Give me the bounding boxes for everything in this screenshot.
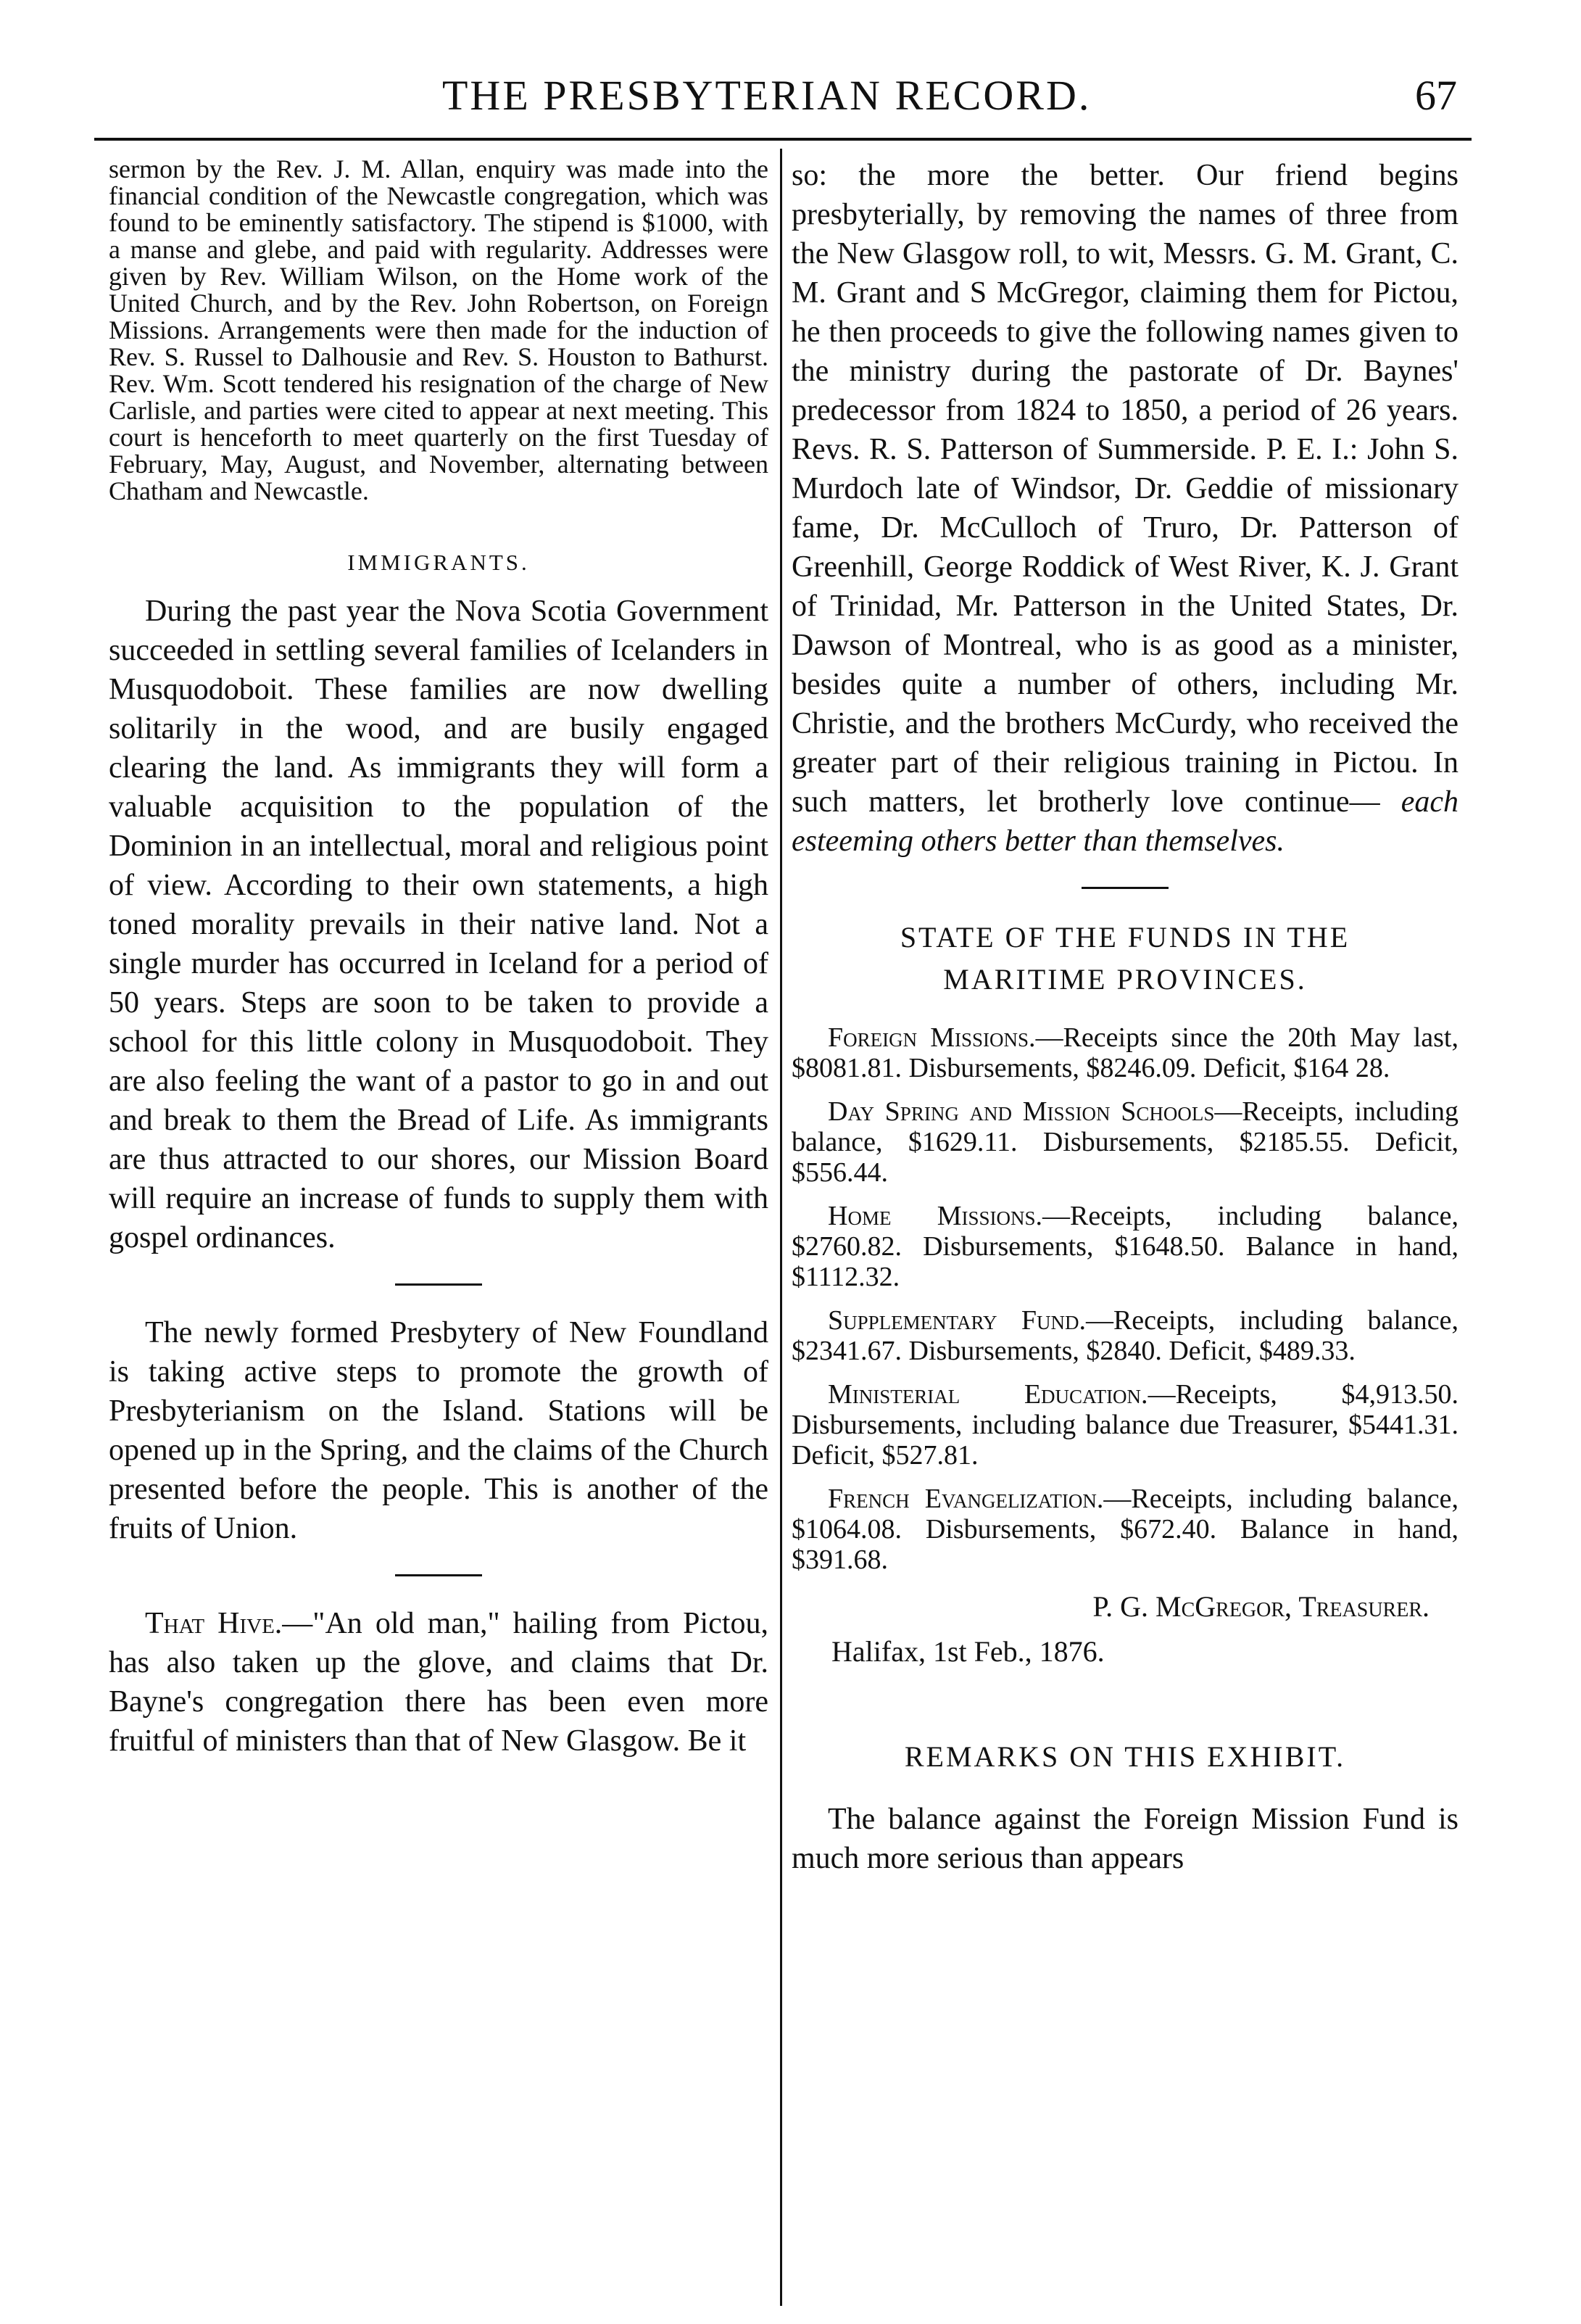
funds-heading-line2: MARITIME PROVINCES. [943, 963, 1307, 996]
fund-text: —Receipts, including balance, $1629.11. Disbursements, $2185.55. Deficit, $556.44. [792, 1096, 1458, 1188]
fund-label: French Evangelization. [828, 1484, 1104, 1514]
fund-text: —Receipts since the 20th May last, $8081.81. Disbursements, $8246.09. Deficit, $164 28. [792, 1022, 1458, 1083]
fund-entry [792, 1379, 1458, 1471]
dateline: Halifax, 1st Feb., 1876. [831, 1635, 1105, 1668]
fund-label: Foreign Missions. [828, 1022, 1036, 1053]
running-title: THE PRESBYTERIAN RECORD. [442, 72, 1092, 119]
treasurer-signature: P. G. McGregor, Treasurer. [1092, 1590, 1429, 1623]
fund-entry [792, 1201, 1458, 1292]
page-number: 67 [1415, 72, 1457, 119]
section-separator [1082, 887, 1169, 889]
fund-label: Home Missions. [828, 1201, 1043, 1231]
fund-text: —Receipts, including balance, $1064.08. Disbursements, $672.40. Balance in hand, $391.68. [792, 1484, 1458, 1575]
pictou-ministers-text: so: the more the better. Our friend begins presbyterially, by removing the names of three from the New Glasgow roll, to wit, Messrs. G. M. Grant, C. M. Grant and S McGregor, claiming them for Pictou, he then proceeds to give the following names given to the ministry during the pastorate of Dr. Baynes' predecessor from 1824 to 1850, a period of 26 years. Revs. R. S. Patterson of Summerside. P. E. I.: John S. Murdoch late of Windsor, Dr. Geddie of missionary fame, Dr. McCulloch of Truro, Dr. Patterson of Greenhill, George Roddick of West River, K. J. Grant of Trinidad, Mr. Patterson in the United States, Dr. Dawson of Montreal, who is as good as a minister, besides quite a number of others, including Mr. Christie, and the brothers McCurdy, who received the greater part of their religious training in Pictou. In such matters, let brotherly love continue— [792, 159, 1458, 819]
fund-entry [792, 1022, 1458, 1083]
fund-text: —Receipts, including balance, $2341.67. Disbursements, $2840. Deficit, $489.33. [792, 1305, 1458, 1366]
pictou-ministers-italic: each esteeming others better than themselves. [792, 785, 1458, 858]
header-rule [94, 138, 1472, 141]
fund-text: —Receipts, including balance, $2760.82. Disbursements, $1648.50. Balance in hand, $1112.32. [792, 1201, 1458, 1292]
immigrants-heading: IMMIGRANTS. [347, 550, 530, 575]
fund-entry [792, 1305, 1458, 1366]
fund-label: Day Spring and Mission Schools [828, 1096, 1215, 1127]
that-hive-text: —"An old man," hailing from Pictou, has also taken up the glove, and claims that Dr. Bayne's congregation there has been even more fruitful of ministers than that of New Glasgow. Be it [109, 1607, 769, 1758]
page-header [109, 57, 1457, 136]
that-hive-paragraph [109, 1604, 768, 1761]
funds-heading-line1: STATE OF THE FUNDS IN THE [900, 921, 1350, 954]
section-separator [395, 1283, 482, 1286]
section-separator [395, 1574, 482, 1576]
funds-heading [792, 917, 1458, 1001]
fund-entry [792, 1096, 1458, 1188]
fund-label: Ministerial Education. [828, 1379, 1148, 1410]
newfoundland-text: The newly formed Presbytery of New Foundland is taking active steps to promote the growth of Presbyterianism on the Island. Stations will be opened up in the Spring, and the claims of the Church presented before the people. This is another of the fruits of Union. [109, 1316, 768, 1545]
left-column [109, 156, 768, 1761]
pictou-ministers-paragraph [792, 156, 1458, 861]
fund-text: —Receipts, $4,913.50. Disbursements, including balance due Treasurer, $5441.31. Deficit, $527.81. [792, 1379, 1458, 1471]
fund-label: Supplementary Fund. [828, 1305, 1086, 1336]
that-hive-lead: That Hive. [145, 1607, 283, 1640]
column-divider [780, 149, 782, 2306]
remarks-text: The balance against the Foreign Mission Fund is much more serious than appears [792, 1803, 1458, 1875]
fund-entry [792, 1484, 1458, 1575]
presbytery-report-text: sermon by the Rev. J. M. Allan, enquiry was made into the financial condition of the Newcastle congregation, which was found to be eminently satisfactory. The stipend is $1000, with a manse and glebe, and paid with regularity. Addresses were given by Rev. William Wilson, on the Home work of the United Church, and by the Rev. John Robertson, on Foreign Missions. Arrangements were then made for the induction of Rev. S. Russel to Dalhousie and Rev. S. Houston to Bathurst. Rev. Wm. Scott tendered his resignation of the charge of New Carlisle, and parties were cited to appear at next meeting. This court is henceforth to meet quarterly on the first Tuesday of February, May, August, and November, alternating between Chatham and Newcastle. [109, 154, 768, 505]
remarks-heading: REMARKS ON THIS EXHIBIT. [904, 1740, 1346, 1773]
immigrants-text: During the past year the Nova Scotia Government succeeded in settling several families of Icelanders in Musquodoboit. These families are now dwelling solitarily in the wood, and are busily engaged clearing the land. As immigrants they will form a valuable acquisition to the population of the Dominion in an intellectual, moral and religious point of view. According to their own statements, a high toned morality prevails in their native land. Not a single murder has occurred in Iceland for a period of 50 years. Steps are soon to be taken to provide a school for this little colony in Musquodoboit. They are also feeling the want of a pastor to go in and out and break to them the Bread of Life. As immigrants are thus attracted to our shores, our Mission Board will require an increase of funds to supply them with gospel ordinances. [109, 595, 768, 1254]
right-column [792, 156, 1458, 1878]
